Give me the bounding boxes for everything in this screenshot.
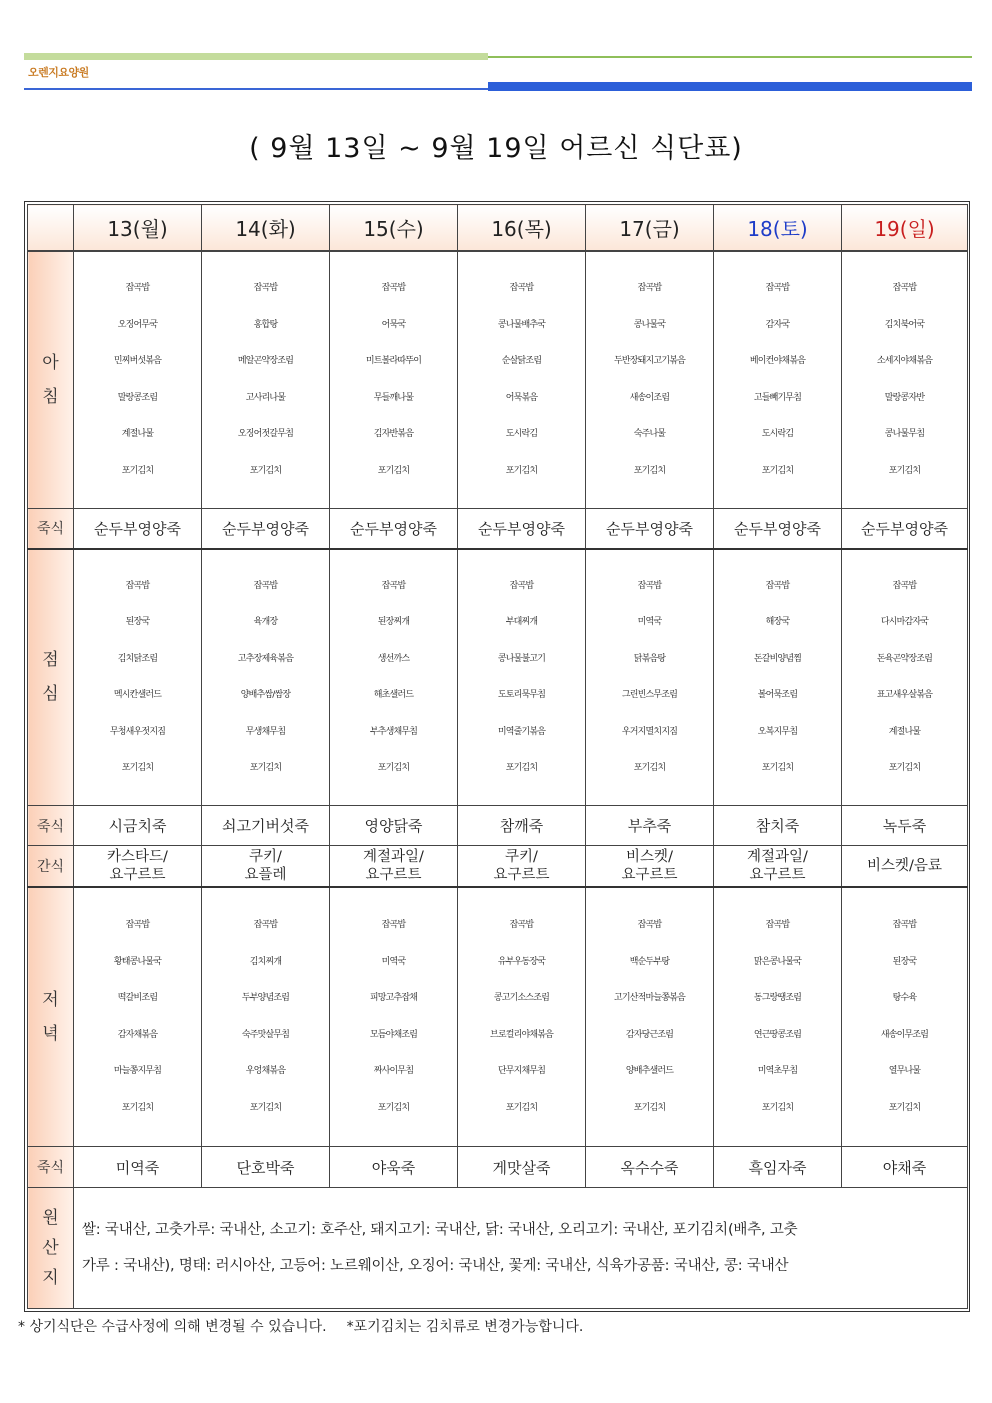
snack-line: 요구르트 <box>621 866 678 883</box>
snack-cell <box>714 846 842 887</box>
breakfast-cell <box>330 251 458 509</box>
label-lunch <box>28 549 74 806</box>
day-header: 14(화) <box>202 205 330 251</box>
label-dinner-text: 저 녁 <box>42 989 59 1044</box>
menu-item: 포기김치 <box>633 465 666 476</box>
menu-item: 콩나물불고기 <box>497 653 546 664</box>
menu-item: 포기김치 <box>505 763 538 774</box>
dinner-items <box>458 907 585 1126</box>
snack-cell <box>202 846 330 887</box>
dinner-cell <box>330 887 458 1147</box>
dinner-cell <box>842 887 968 1147</box>
porridge-cell: 부추죽 <box>586 806 714 846</box>
menu-item: 무청새우젓지짐 <box>109 726 166 737</box>
menu-item: 황태콩나물국 <box>113 956 162 967</box>
menu-item: 멕시칸샐러드 <box>113 690 162 701</box>
dinner-items <box>330 907 457 1126</box>
porridge-cell: 영양닭죽 <box>330 806 458 846</box>
menu-item: 동그랑땡조림 <box>753 993 802 1004</box>
menu-item: 김치찌개 <box>249 956 282 967</box>
label-snack: 간식 <box>28 846 74 887</box>
day-header-row <box>28 205 968 251</box>
menu-item: 된장찌개 <box>377 617 410 628</box>
breakfast-cell <box>202 251 330 509</box>
menu-item: 된장국 <box>892 956 917 967</box>
porridge-cell: 미역죽 <box>74 1147 202 1188</box>
dinner-items <box>586 907 713 1126</box>
menu-item: 두부양념조림 <box>241 993 290 1004</box>
menu-item: 포기김치 <box>377 763 410 774</box>
menu-item: 해장국 <box>765 617 790 628</box>
lunch-cell <box>714 549 842 806</box>
porridge-cell: 순두부영양죽 <box>458 509 586 549</box>
menu-item: 콩나물무침 <box>884 429 925 440</box>
dinner-cell <box>586 887 714 1147</box>
snack-cell <box>586 846 714 887</box>
menu-item: 포기김치 <box>888 465 921 476</box>
menu-item: 잡곡밥 <box>253 920 278 931</box>
snack-line: 비스켓/음료 <box>867 857 942 874</box>
snack-cell <box>74 846 202 887</box>
org-name: 오렌지요양원 <box>28 66 89 79</box>
menu-item: 잡곡밥 <box>125 283 150 294</box>
menu-item: 도시락김 <box>505 429 538 440</box>
label-porridge: 죽식 <box>28 509 74 549</box>
menu-item: 포기김치 <box>377 1102 410 1113</box>
menu-item: 감자국 <box>765 319 790 330</box>
menu-item: 포기김치 <box>633 1102 666 1113</box>
menu-item: 계절나물 <box>888 726 921 737</box>
menu-item: 포기김치 <box>249 465 282 476</box>
menu-item: 고사리나물 <box>245 392 286 403</box>
porridge-cell: 순두부영양죽 <box>330 509 458 549</box>
label-lunch-text: 점 심 <box>42 650 59 705</box>
menu-item: 고추장제육볶음 <box>237 653 294 664</box>
menu-item: 모듬야채조림 <box>369 1029 418 1040</box>
lunch-items <box>586 568 713 787</box>
menu-item: 콩나물배추국 <box>497 319 546 330</box>
menu-item: 김자반볶음 <box>373 429 414 440</box>
label-porridge: 죽식 <box>28 806 74 846</box>
porridge-cell: 순두부영양죽 <box>202 509 330 549</box>
menu-item: 어묵볶음 <box>505 392 538 403</box>
day-header: 16(목) <box>458 205 586 251</box>
porridge-cell: 순두부영양죽 <box>842 509 968 549</box>
menu-table <box>27 204 968 1309</box>
menu-item: 잡곡밥 <box>381 920 406 931</box>
corner-cell <box>28 205 74 251</box>
menu-item: 도시락김 <box>761 429 794 440</box>
lunch-cell <box>842 549 968 806</box>
menu-item: 피망고추잡채 <box>369 993 418 1004</box>
snack-cell <box>330 846 458 887</box>
breakfast-cell <box>714 251 842 509</box>
breakfast-items <box>714 270 841 489</box>
porridge-cell: 순두부영양죽 <box>586 509 714 549</box>
menu-item: 미트볼라따뚜이 <box>365 356 422 367</box>
breakfast-items <box>842 270 967 489</box>
porridge-cell: 게맛살죽 <box>458 1147 586 1188</box>
dinner-cell <box>458 887 586 1147</box>
origin-line-2: 가루 : 국내산), 명태: 러시아산, 고등어: 노르웨이산, 오징어: 국내산, 꽃게: 국내산, 식육가공품: 국내산, 콩: 국내산 <box>82 1258 789 1274</box>
breakfast-row <box>28 251 968 509</box>
porridge-cell: 참치죽 <box>714 806 842 846</box>
header-blue-line <box>24 88 488 90</box>
origin-row <box>28 1188 968 1309</box>
porridge-cell: 야채죽 <box>842 1147 968 1188</box>
menu-item: 양배추쌈/쌈장 <box>240 690 291 701</box>
snack-line: 쿠키/ <box>505 848 538 865</box>
menu-item: 포기김치 <box>888 1102 921 1113</box>
menu-item: 백순두부탕 <box>629 956 670 967</box>
menu-item: 잡곡밥 <box>125 580 150 591</box>
origin-line-1: 쌀: 국내산, 고춧가루: 국내산, 소고기: 호주산, 돼지고기: 국내산, 닭: 국내산, 오리고기: 국내산, 포기김치(배추, 고춧 <box>82 1222 798 1238</box>
menu-item: 연근땅콩조림 <box>753 1029 802 1040</box>
menu-item: 감자채볶음 <box>117 1029 158 1040</box>
lunch-items <box>458 568 585 787</box>
menu-item: 고기산적마늘쫑볶음 <box>613 993 686 1004</box>
menu-item: 잡곡밥 <box>509 580 534 591</box>
menu-item: 미역초무침 <box>757 1066 798 1077</box>
label-origin <box>28 1188 74 1309</box>
menu-item: 미역국 <box>637 617 662 628</box>
snack-line: 요구르트 <box>109 866 166 883</box>
porridge-cell: 참깨죽 <box>458 806 586 846</box>
menu-item: 소세지야채볶음 <box>876 356 933 367</box>
day-header: 17(금) <box>586 205 714 251</box>
label-breakfast <box>28 251 74 509</box>
day-header: 15(수) <box>330 205 458 251</box>
menu-item: 다시마감자국 <box>880 617 929 628</box>
breakfast-cell <box>842 251 968 509</box>
menu-item: 감자당근조림 <box>625 1029 674 1040</box>
menu-item: 고들빼기무침 <box>753 392 802 403</box>
menu-item: 두반장돼지고기볶음 <box>613 356 686 367</box>
snack-line: 비스켓/ <box>626 848 673 865</box>
menu-item: 떡갈비조림 <box>117 993 158 1004</box>
lunch-cell <box>330 549 458 806</box>
snack-line: 요구르트 <box>749 866 806 883</box>
menu-item: 포기김치 <box>761 763 794 774</box>
label-dinner <box>28 887 74 1147</box>
menu-item: 포기김치 <box>249 763 282 774</box>
menu-item: 해초샐러드 <box>373 690 414 701</box>
menu-item: 어묵국 <box>381 319 406 330</box>
menu-item: 잡곡밥 <box>509 920 534 931</box>
menu-item: 잡곡밥 <box>253 580 278 591</box>
porridge-cell: 흑임자죽 <box>714 1147 842 1188</box>
day-header: 19(일) <box>842 205 968 251</box>
menu-item: 단무지채무침 <box>497 1066 546 1077</box>
note-kimchi: *포기김치는 김치류로 변경가능합니다. <box>346 1319 584 1335</box>
header-blue-bar <box>488 82 972 91</box>
menu-item: 돈육곤약장조림 <box>876 653 933 664</box>
breakfast-items <box>330 270 457 489</box>
menu-item: 포기김치 <box>633 763 666 774</box>
snack-line: 카스타드/ <box>107 848 168 865</box>
menu-item: 포기김치 <box>761 465 794 476</box>
menu-item: 잡곡밥 <box>892 920 917 931</box>
menu-item: 볼어묵조림 <box>757 690 798 701</box>
menu-item: 닭볶음탕 <box>633 653 666 664</box>
lunch-items <box>714 568 841 787</box>
menu-item: 유부우동장국 <box>497 956 546 967</box>
menu-item: 맑은콩나물국 <box>753 956 802 967</box>
label-breakfast-text: 아 침 <box>42 352 59 407</box>
breakfast-items <box>202 270 329 489</box>
menu-item: 포기김치 <box>505 1102 538 1113</box>
menu-item: 콩나물국 <box>633 319 666 330</box>
snack-line: 요구르트 <box>365 866 422 883</box>
breakfast-porridge-row <box>28 509 968 549</box>
menu-item: 포기김치 <box>249 1102 282 1113</box>
menu-item: 오징어무국 <box>117 319 158 330</box>
breakfast-cell <box>586 251 714 509</box>
menu-item: 된장국 <box>125 617 150 628</box>
menu-item: 도토리묵무침 <box>497 690 546 701</box>
dinner-cell <box>202 887 330 1147</box>
menu-item: 잡곡밥 <box>637 920 662 931</box>
breakfast-cell <box>74 251 202 509</box>
menu-item: 우거지멸치지짐 <box>621 726 678 737</box>
menu-item: 양배추샐러드 <box>625 1066 674 1077</box>
day-header: 18(토) <box>714 205 842 251</box>
menu-item: 포기김치 <box>888 763 921 774</box>
menu-item: 김치닭조림 <box>117 653 158 664</box>
menu-item: 열무나물 <box>888 1066 921 1077</box>
menu-item: 잡곡밥 <box>892 580 917 591</box>
snack-line: 계절과일/ <box>747 848 808 865</box>
lunch-items <box>74 568 201 787</box>
porridge-cell: 순두부영양죽 <box>714 509 842 549</box>
menu-item: 잡곡밥 <box>381 580 406 591</box>
dinner-cell <box>74 887 202 1147</box>
menu-item: 잡곡밥 <box>381 283 406 294</box>
menu-item: 부추생채무침 <box>369 726 418 737</box>
label-origin-text: 원 산 지 <box>42 1208 59 1288</box>
menu-item: 포기김치 <box>121 465 154 476</box>
menu-item: 말랑콩조림 <box>117 392 158 403</box>
porridge-cell: 쇠고기버섯죽 <box>202 806 330 846</box>
header-green-bar <box>24 53 488 60</box>
menu-item: 오복지무침 <box>757 726 798 737</box>
menu-item: 순살닭조림 <box>501 356 542 367</box>
note-supply: * 상기식단은 수급사정에 의해 변경될 수 있습니다. <box>18 1319 327 1335</box>
menu-item: 그린빈스무조림 <box>621 690 678 701</box>
lunch-items <box>330 568 457 787</box>
menu-item: 메알곤약장조림 <box>237 356 294 367</box>
snack-row <box>28 846 968 887</box>
menu-item: 짜사이무침 <box>373 1066 414 1077</box>
menu-item: 마늘쫑지무침 <box>113 1066 162 1077</box>
menu-item: 잡곡밥 <box>765 580 790 591</box>
menu-item: 우엉채볶음 <box>245 1066 286 1077</box>
breakfast-cell <box>458 251 586 509</box>
snack-line: 계절과일/ <box>363 848 424 865</box>
lunch-cell <box>74 549 202 806</box>
menu-item: 육개장 <box>253 617 278 628</box>
dinner-items <box>714 907 841 1126</box>
dinner-porridge-row <box>28 1147 968 1188</box>
snack-cell <box>842 846 968 887</box>
breakfast-items <box>74 270 201 489</box>
porridge-cell: 단호박죽 <box>202 1147 330 1188</box>
menu-item: 탕수육 <box>892 993 917 1004</box>
menu-item: 잡곡밥 <box>509 283 534 294</box>
label-porridge: 죽식 <box>28 1147 74 1188</box>
menu-item: 잡곡밥 <box>892 283 917 294</box>
menu-item: 숙주맛살무침 <box>241 1029 290 1040</box>
menu-item: 오징어젓갈무침 <box>237 429 294 440</box>
menu-item: 잡곡밥 <box>253 283 278 294</box>
menu-item: 포기김치 <box>505 465 538 476</box>
menu-table-frame <box>24 201 970 1312</box>
menu-item: 새송이무조림 <box>880 1029 929 1040</box>
menu-item: 잡곡밥 <box>125 920 150 931</box>
menu-item: 잡곡밥 <box>637 283 662 294</box>
lunch-cell <box>458 549 586 806</box>
dinner-cell <box>714 887 842 1147</box>
menu-item: 포기김치 <box>377 465 410 476</box>
dinner-items <box>202 907 329 1126</box>
porridge-cell: 야욱죽 <box>330 1147 458 1188</box>
dinner-row <box>28 887 968 1147</box>
breakfast-items <box>586 270 713 489</box>
menu-item: 부대찌개 <box>505 617 538 628</box>
menu-item: 계절나물 <box>121 429 154 440</box>
menu-item: 미역국 <box>381 956 406 967</box>
menu-item: 돈갈비양념찜 <box>753 653 802 664</box>
menu-item: 브로컬리야채볶음 <box>489 1029 554 1040</box>
menu-item: 콩고기소스조림 <box>493 993 550 1004</box>
origin-text <box>74 1188 968 1309</box>
lunch-row <box>28 549 968 806</box>
menu-item: 말랑콩자반 <box>884 392 925 403</box>
porridge-cell: 시금치죽 <box>74 806 202 846</box>
lunch-items <box>202 568 329 787</box>
day-header: 13(월) <box>74 205 202 251</box>
dinner-items <box>74 907 201 1126</box>
lunch-items <box>842 568 967 787</box>
menu-item: 미역줄기볶음 <box>497 726 546 737</box>
menu-item: 포기김치 <box>761 1102 794 1113</box>
menu-item: 잡곡밥 <box>637 580 662 591</box>
page-title: ( 9월 13일 ~ 9월 19일 어르신 식단표) <box>249 133 743 164</box>
menu-item: 포기김치 <box>121 763 154 774</box>
porridge-cell: 순두부영양죽 <box>74 509 202 549</box>
menu-item: 베이컨야채볶음 <box>749 356 806 367</box>
menu-item: 민찌버섯볶음 <box>113 356 162 367</box>
menu-item: 홍합탕 <box>253 319 278 330</box>
menu-item: 생선까스 <box>377 653 410 664</box>
menu-item: 잡곡밥 <box>765 920 790 931</box>
menu-item: 무생채무침 <box>245 726 286 737</box>
dinner-items <box>842 907 967 1126</box>
header-green-line <box>488 56 972 58</box>
menu-item: 잡곡밥 <box>765 283 790 294</box>
porridge-cell: 녹두죽 <box>842 806 968 846</box>
lunch-porridge-row <box>28 806 968 846</box>
porridge-cell: 옥수수죽 <box>586 1147 714 1188</box>
menu-item: 새송이조림 <box>629 392 670 403</box>
menu-item: 숙주나물 <box>633 429 666 440</box>
snack-line: 요구르트 <box>493 866 550 883</box>
lunch-cell <box>202 549 330 806</box>
menu-item: 포기김치 <box>121 1102 154 1113</box>
menu-item: 표고새우살볶음 <box>876 690 933 701</box>
lunch-cell <box>586 549 714 806</box>
footnotes <box>18 1316 583 1336</box>
breakfast-items <box>458 270 585 489</box>
menu-item: 무들깨나물 <box>373 392 414 403</box>
snack-cell <box>458 846 586 887</box>
snack-line: 쿠키/ <box>249 848 282 865</box>
snack-line: 요플레 <box>244 866 287 883</box>
menu-item: 김치북어국 <box>884 319 925 330</box>
